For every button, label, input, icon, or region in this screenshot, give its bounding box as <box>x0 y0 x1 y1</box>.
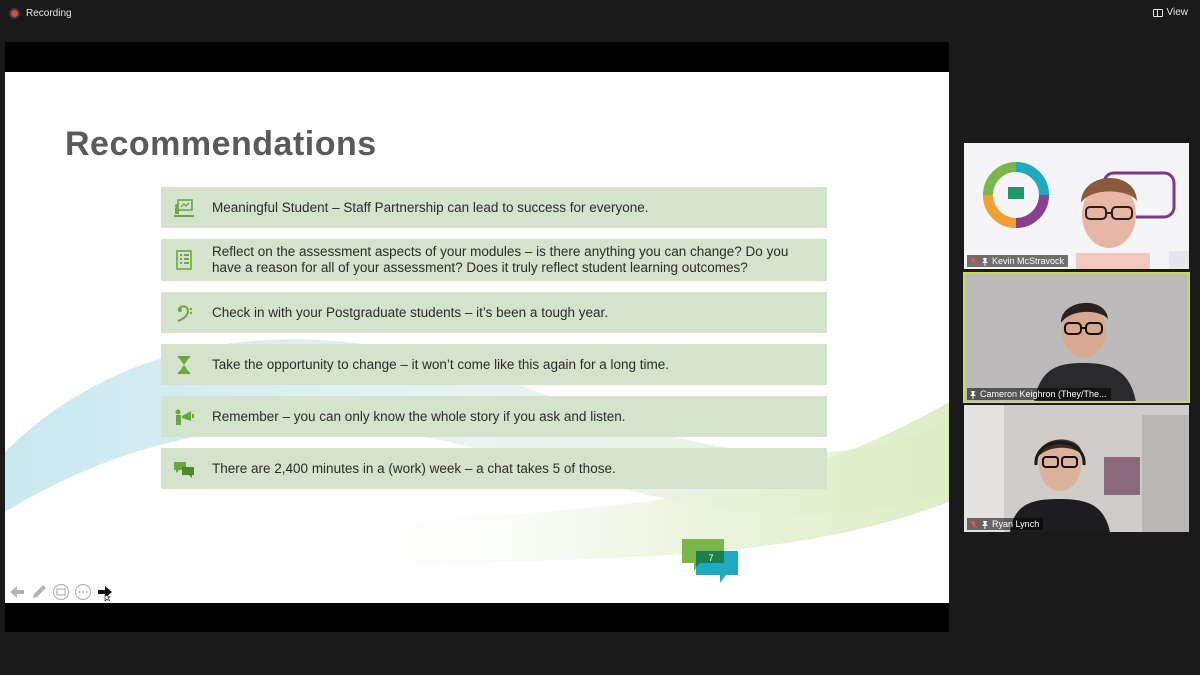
view-label: View <box>1166 7 1188 18</box>
participant-name: Cameron Keighron (They/The... <box>980 389 1107 399</box>
see-all-slides-button[interactable] <box>52 583 70 601</box>
list-item-text: Remember – you can only know the whole story if you ask and listen. <box>212 408 626 424</box>
more-options-button[interactable] <box>74 583 92 601</box>
list-item-text: Take the opportunity to change – it won’t come like this again for a long time. <box>212 356 670 372</box>
pin-icon <box>981 520 989 529</box>
list-item <box>161 187 827 228</box>
recording-icon <box>9 8 20 19</box>
presentation-slide <box>5 72 949 603</box>
participant-video <box>964 405 1189 532</box>
pencil-icon <box>30 583 48 601</box>
list-item-text: There are 2,400 minutes in a (work) week – a chat takes 5 of those. <box>212 460 616 476</box>
list-item-text: Reflect on the assessment aspects of your modules – is there anything you can change? Do you have a reason for all of your assessment? Does it truly reflect student learning outcomes? <box>212 244 789 275</box>
recommendations-list <box>161 187 827 500</box>
participant-video <box>964 143 1189 269</box>
participant-video <box>964 273 1189 402</box>
list-item <box>161 448 827 489</box>
pin-icon <box>969 390 977 399</box>
page-number: 7 <box>708 553 714 563</box>
previous-slide-button[interactable] <box>8 583 26 601</box>
recording-indicator[interactable] <box>9 8 72 19</box>
shared-screen <box>5 42 949 632</box>
slide-title: Recommendations <box>65 125 377 163</box>
participant-video-tile[interactable] <box>964 405 1189 532</box>
slides-icon <box>52 583 70 601</box>
participant-name-tag <box>967 388 1111 400</box>
participant-video-tile[interactable] <box>964 143 1189 269</box>
pin-icon <box>981 257 989 266</box>
pen-tool-button[interactable] <box>30 583 48 601</box>
arrow-right-icon <box>96 583 114 601</box>
grid-view-icon <box>1153 9 1163 17</box>
ellipsis-icon <box>74 583 92 601</box>
slide-toolbar <box>8 583 114 601</box>
top-bar <box>0 0 1200 30</box>
list-item-text: Meaningful Student – Staff Partnership can lead to success for everyone. <box>212 199 649 215</box>
checklist-icon <box>173 249 195 271</box>
list-item <box>161 344 827 385</box>
participant-name-tag <box>967 255 1068 267</box>
list-item <box>161 239 827 281</box>
participant-name: Kevin McStravock <box>992 256 1065 266</box>
participant-name: Ryan Lynch <box>992 519 1040 529</box>
bass-clef-icon <box>173 302 195 324</box>
participant-name-tag <box>967 518 1043 530</box>
chat-bubbles-icon <box>173 458 195 480</box>
participant-video-tile[interactable] <box>964 273 1189 402</box>
next-slide-button[interactable] <box>96 583 114 601</box>
arrow-left-icon <box>8 583 26 601</box>
presentation-board-icon <box>173 197 195 219</box>
list-item-text: Check in with your Postgraduate students – it’s been a tough year. <box>212 304 608 320</box>
list-item <box>161 396 827 437</box>
slide-logo <box>680 537 740 585</box>
microphone-muted-icon <box>969 520 978 529</box>
megaphone-person-icon <box>173 406 195 428</box>
microphone-muted-icon <box>969 257 978 266</box>
view-button[interactable] <box>1153 7 1189 18</box>
recording-label: Recording <box>26 8 72 19</box>
hourglass-icon <box>173 354 195 376</box>
list-item <box>161 292 827 333</box>
